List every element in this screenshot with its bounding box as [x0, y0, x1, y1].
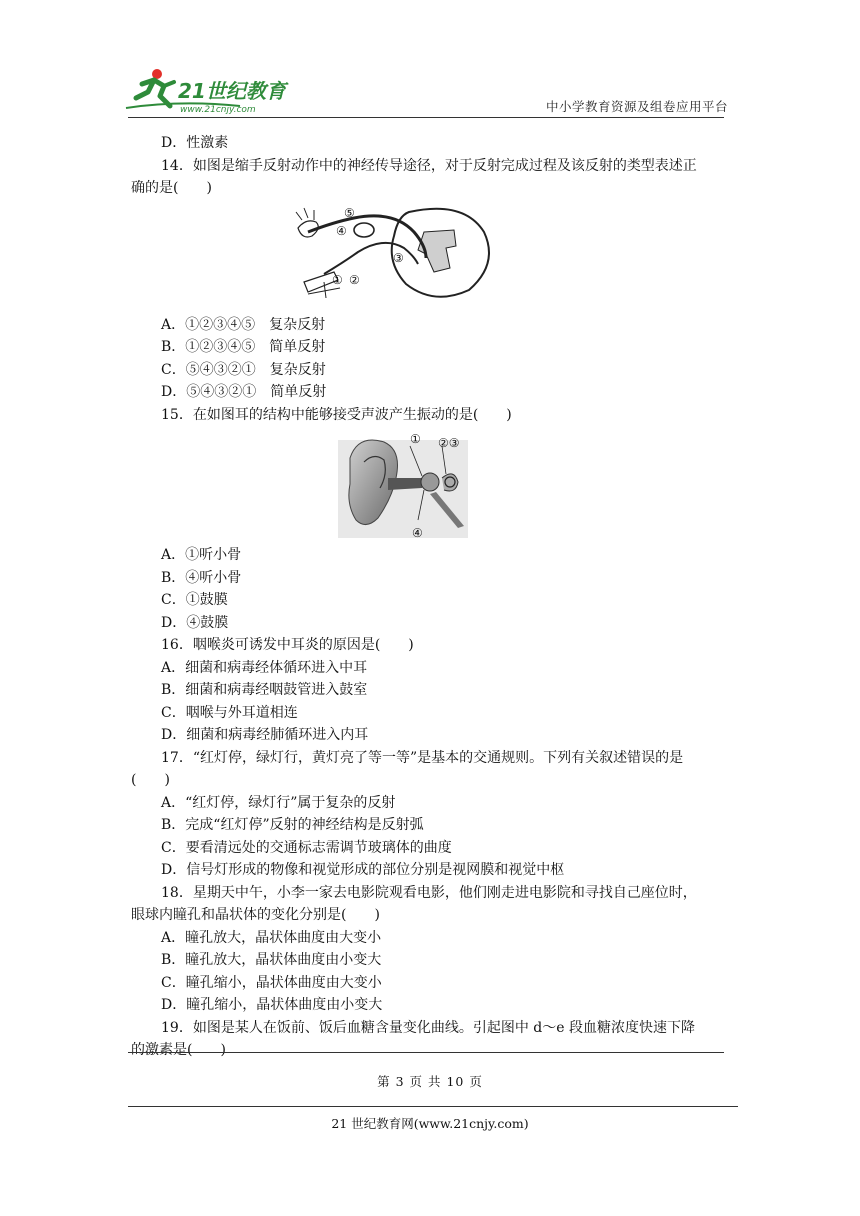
- question-stem: 15．在如图耳的结构中能够接受声波产生振动的是( ): [161, 406, 512, 423]
- footer-divider: [128, 1052, 724, 1053]
- option: A．①听小骨: [161, 547, 242, 563]
- question-stem: 14．如图是缩手反射动作中的神经传导途径，对于反射完成过程及该反射的类型表述正: [161, 157, 697, 174]
- option: B．瞳孔放大，晶状体曲度由小变大: [161, 952, 382, 968]
- option: C．瞳孔缩小，晶状体曲度由大变小: [161, 974, 382, 991]
- question-stem: 的激素是( ): [131, 1042, 226, 1058]
- option: A．“红灯停，绿灯行”属于复杂的反射: [161, 794, 396, 811]
- page-header: [0, 0, 860, 120]
- option: C．咽喉与外耳道相连: [161, 704, 298, 721]
- question-stem: ( ): [131, 772, 170, 788]
- header-divider: [128, 117, 724, 118]
- option: B．细菌和病毒经咽鼓管进入鼓室: [161, 682, 368, 698]
- figure-label: ①: [410, 432, 421, 446]
- reflex-arc-diagram: [131, 202, 734, 310]
- ear-diagram: [131, 428, 734, 540]
- footer-divider: [128, 1106, 738, 1107]
- option: D．⑤④③②① 简单反射: [161, 384, 327, 400]
- figure-label: ①: [332, 272, 343, 287]
- figure-reflex-arc: [131, 202, 734, 310]
- option: A．瞳孔放大，晶状体曲度由大变小: [161, 929, 382, 946]
- option: D．④鼓膜: [161, 614, 229, 631]
- option: B．完成“红灯停”反射的神经结构是反射弧: [161, 817, 424, 833]
- option: B．④听小骨: [161, 569, 242, 586]
- option: A．①②③④⑤ 复杂反射: [161, 316, 326, 333]
- option: D．细菌和病毒经肺循环进入内耳: [161, 727, 369, 743]
- figure-label: ⑤: [344, 205, 355, 220]
- option: D．性激素: [161, 135, 229, 151]
- question-content: [131, 132, 734, 1062]
- question-stem: 17．“红灯停，绿灯行，黄灯亮了等一等”是基本的交通规则。下列有关叙述错误的是: [161, 749, 684, 766]
- figure-label: ④: [412, 526, 423, 540]
- logo-21cnjy: [120, 62, 295, 116]
- option: C．要看清远处的交通标志需调节玻璃体的曲度: [161, 839, 452, 856]
- site-footer: 21 世纪教育网(www.21cnjy.com): [331, 1116, 529, 1131]
- figure-label: ②: [349, 272, 360, 287]
- option: B．①②③④⑤ 简单反射: [161, 339, 326, 355]
- figure-label: ②③: [438, 436, 460, 450]
- option: C．①鼓膜: [161, 592, 228, 608]
- svg-text:www.21cnjy.com: www.21cnjy.com: [180, 105, 256, 115]
- platform-title: 中小学教育资源及组卷应用平台: [545, 99, 728, 114]
- question-stem: 眼球内瞳孔和晶状体的变化分别是( ): [131, 907, 380, 923]
- figure-label: ③: [393, 250, 404, 265]
- question-stem: 18．星期天中午，小李一家去电影院观看电影，他们刚走进电影院和寻找自己座位时，: [161, 884, 697, 901]
- svg-text:21世纪教育: 21世纪教育: [178, 79, 286, 103]
- option: D．瞳孔缩小，晶状体曲度由小变大: [161, 997, 383, 1013]
- question-stem: 16．咽喉炎可诱发中耳炎的原因是( ): [161, 637, 414, 653]
- option: D．信号灯形成的物像和视觉形成的部位分别是视网膜和视觉中枢: [161, 862, 565, 878]
- page-number: 第 3 页 共 10 页: [377, 1074, 483, 1089]
- figure-label: ④: [336, 223, 347, 238]
- option: C．⑤④③②① 复杂反射: [161, 361, 326, 378]
- option: A．细菌和病毒经体循环进入中耳: [161, 659, 368, 676]
- figure-ear-structure: [131, 428, 734, 540]
- question-stem: 确的是( ): [131, 180, 212, 196]
- question-stem: 19．如图是某人在饭前、饭后血糖含量变化曲线。引起图中 d～e 段血糖浓度快速下降: [161, 1019, 695, 1036]
